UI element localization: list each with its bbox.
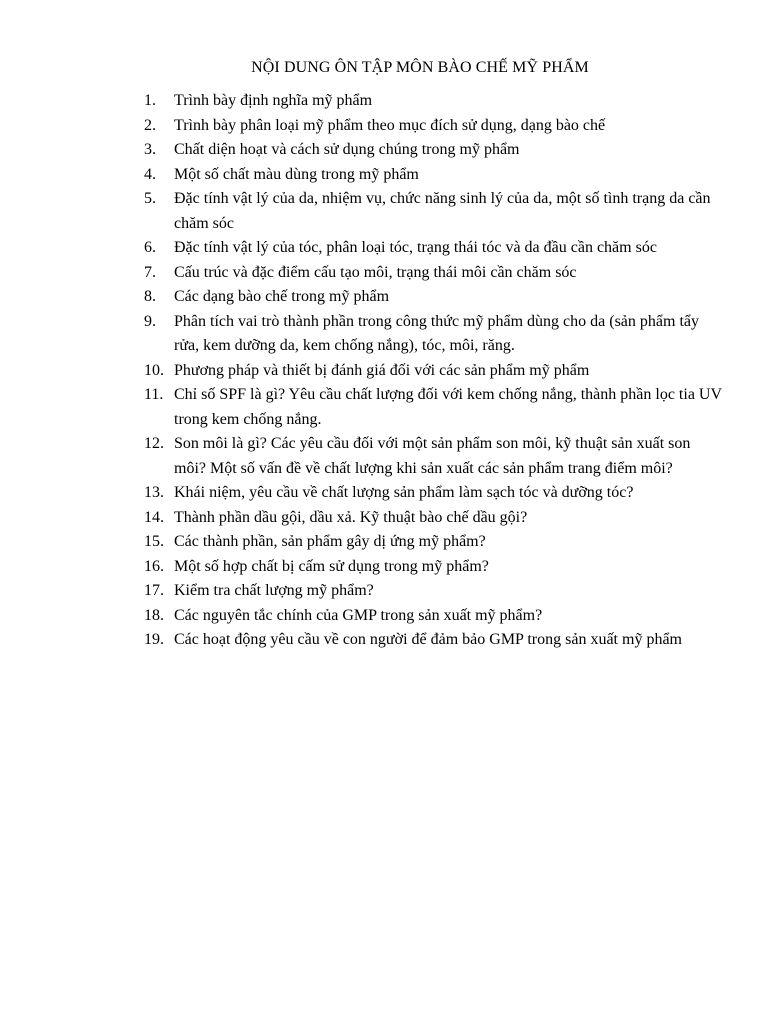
list-item <box>144 89 724 114</box>
question-text: Các nguyên tắc chính của GMP trong sản xuất mỹ phẩm? <box>174 606 543 624</box>
question-number: 3. <box>144 141 156 158</box>
question-number: 17. <box>144 582 164 599</box>
question-number: 1. <box>144 92 156 109</box>
question-text: Chất diện hoạt và cách sử dụng chúng trong mỹ phẩm <box>174 141 520 158</box>
list-item <box>144 163 724 188</box>
question-number: 10. <box>144 361 164 379</box>
question-number: 12. <box>144 435 164 452</box>
list-item <box>144 432 724 481</box>
question-text: Đặc tính vật lý của da, nhiệm vụ, chức năng sinh lý của da, một số tình trạng da cần chăm sóc <box>174 190 711 232</box>
document-title: NỘI DUNG ÔN TẬP MÔN BÀO CHẾ MỸ PHẨM <box>251 59 589 76</box>
question-number: 13. <box>144 484 164 501</box>
question-text: Một số chất màu dùng trong mỹ phẩm <box>174 165 419 183</box>
question-text: Cấu trúc và đặc điểm cấu tạo môi, trạng thái môi cần chăm sóc <box>174 263 577 281</box>
question-text: Một số hợp chất bị cấm sử dụng trong mỹ phẩm? <box>174 557 489 575</box>
question-text: Đặc tính vật lý của tóc, phân loại tóc, trạng thái tóc và da đầu cần chăm sóc <box>174 239 657 256</box>
question-number: 18. <box>144 606 164 624</box>
question-text: Các thành phần, sản phẩm gây dị ứng mỹ phẩm? <box>174 533 486 550</box>
question-text: Trình bày định nghĩa mỹ phẩm <box>174 92 373 109</box>
list-item <box>144 506 724 531</box>
list-item <box>144 261 724 286</box>
question-text: Thành phần dầu gội, dầu xả. Kỹ thuật bào chế dầu gội? <box>174 508 528 526</box>
list-item <box>144 604 724 629</box>
list-item <box>144 383 724 432</box>
question-text: Phân tích vai trò thành phần trong công thức mỹ phẩm dùng cho da (sản phẩm tẩy rửa, kem dưỡng da, kem chống nắng), tóc, môi, răng. <box>174 312 699 354</box>
list-item <box>144 236 724 261</box>
question-text: Các dạng bào chế trong mỹ phẩm <box>174 288 390 305</box>
question-text: Khái niệm, yêu cầu về chất lượng sản phẩm làm sạch tóc và dưỡng tóc? <box>174 484 634 501</box>
question-text: Son môi là gì? Các yêu cầu đối với một sản phẩm son môi, kỹ thuật sản xuất son môi? Một số vấn đề về chất lượng khi sản xuất các sản phẩm trang điểm môi? <box>174 435 691 477</box>
question-text: Chỉ số SPF là gì? Yêu cầu chất lượng đối với kem chống nắng, thành phần lọc tia UV trong kem chống nắng. <box>174 386 722 428</box>
question-number: 6. <box>144 239 156 256</box>
question-list <box>144 89 724 653</box>
list-item <box>144 114 724 139</box>
question-number: 9. <box>144 312 156 330</box>
question-number: 11. <box>144 386 164 403</box>
question-number: 15. <box>144 533 164 550</box>
list-item <box>144 285 724 310</box>
question-number: 2. <box>144 116 156 134</box>
list-item <box>144 530 724 555</box>
list-item <box>144 359 724 384</box>
question-number: 4. <box>144 165 156 183</box>
question-text: Các hoạt động yêu cầu về con người để đảm bảo GMP trong sản xuất mỹ phẩm <box>174 631 682 648</box>
list-item <box>144 579 724 604</box>
list-item <box>144 310 724 359</box>
question-text: Trình bày phân loại mỹ phẩm theo mục đích sử dụng, dạng bào chế <box>174 116 606 134</box>
question-number: 16. <box>144 557 164 575</box>
question-number: 14. <box>144 508 164 526</box>
question-number: 5. <box>144 190 156 207</box>
question-number: 8. <box>144 288 156 305</box>
list-item <box>144 138 724 163</box>
list-item <box>144 555 724 580</box>
list-item <box>144 481 724 506</box>
question-number: 7. <box>144 263 156 281</box>
question-number: 19. <box>144 631 164 648</box>
list-item <box>144 187 724 236</box>
list-item <box>144 628 724 653</box>
question-text: Phương pháp và thiết bị đánh giá đối với các sản phẩm mỹ phẩm <box>174 361 590 379</box>
question-text: Kiểm tra chất lượng mỹ phẩm? <box>174 582 374 599</box>
